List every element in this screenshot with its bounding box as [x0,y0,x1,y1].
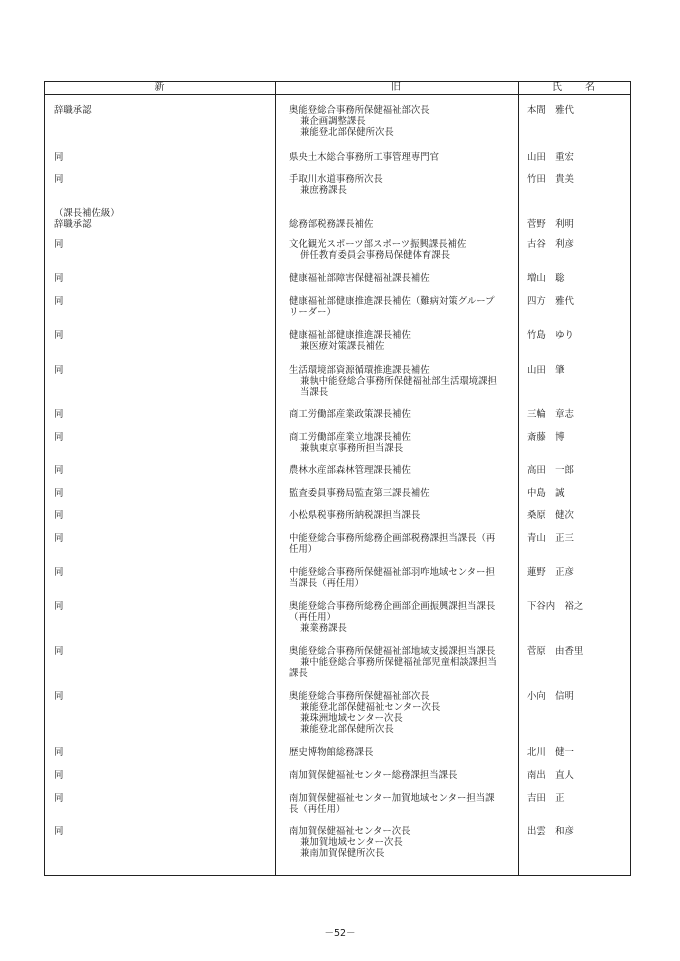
person-name-cell: 本間 雅代 [527,105,574,116]
old-position-line: 健康福祉部健康推進課長補佐（難病対策グループ [289,296,495,307]
person-name-cell: 桑原 健次 [527,510,574,521]
new-status-line: 辞職承認 [54,105,92,116]
person-name-cell: 斎藤 博 [527,432,565,443]
old-position-cell [289,770,519,781]
old-position-cell [289,510,519,521]
old-position-line: 中能登総合事務所総務企画部税務課担当課長（再 [289,533,496,544]
old-position-line: 奥能登総合事務所保健福祉部次長 [289,691,430,702]
new-status-cell [54,152,274,163]
old-position-cell [289,208,519,230]
header-old: 旧 [391,82,402,93]
new-status-cell [54,646,274,657]
person-name-cell: 山田 重宏 [527,152,574,163]
new-status-cell [54,208,274,230]
new-status-cell [54,465,274,476]
old-position-cell [289,646,519,679]
person-name-cell: 高田 一郎 [527,465,574,476]
person-name-cell: 出雲 和彦 [527,826,574,837]
person-name-cell: 南出 直人 [527,770,574,781]
new-status-cell [54,432,274,443]
person-name-cell: 青山 正三 [527,533,574,544]
new-status-cell [54,409,274,420]
header-name: 氏 名 [552,82,596,93]
old-position-line: 総務部税務課長補佐 [289,219,374,230]
person-name-cell: 竹田 貴美 [527,174,574,185]
personnel-table [44,81,631,876]
new-status-cell [54,567,274,578]
new-status-line: 同 [54,465,64,476]
person-name-cell: 下谷内 裕之 [527,601,584,612]
new-status-line: 同 [54,330,64,341]
old-position-line: 兼能登北部保健所次長 [300,127,394,138]
old-position-line: 小松県税事務所納税課担当課長 [289,510,421,521]
new-status-line: 同 [54,174,64,185]
old-position-cell [289,533,519,555]
old-position-line: 兼医療対策課長補佐 [300,341,385,352]
old-position-cell [289,239,519,261]
new-status-cell [54,601,274,612]
new-status-cell [54,826,274,837]
old-position-line: 兼能登北部保健所次長 [300,724,394,735]
new-status-cell [54,691,274,702]
old-position-line: 当課長 [300,387,329,398]
new-status-line: 同 [54,533,64,544]
new-status-cell [54,510,274,521]
new-status-cell [54,365,274,376]
table-header [45,82,630,95]
new-status-cell [54,747,274,758]
person-name-cell: 吉田 正 [527,793,565,804]
new-status-line: 同 [54,601,64,612]
new-status-line: 同 [54,691,64,702]
old-position-cell [289,105,519,138]
old-position-cell [289,174,519,196]
new-status-line: 同 [54,296,64,307]
new-status-line: 同 [54,365,64,376]
old-position-line: 農林水産部森林管理課長補佐 [289,465,411,476]
person-name-cell: 中島 誠 [527,488,565,499]
old-position-line: 奥能登総合事務所保健福祉部地域支援課担当課長 [289,646,496,657]
old-position-cell [289,747,519,758]
person-name-cell: 竹島 ゆり [527,330,574,341]
new-status-cell [54,488,274,499]
old-position-cell [289,826,519,859]
old-position-line: 県央土木総合事務所工事管理専門官 [289,152,440,163]
old-position-cell [289,330,519,352]
person-name-cell: 菅野 利明 [527,219,574,230]
old-position-line: 長（再任用） [289,804,346,815]
person-name-cell: 古谷 利彦 [527,239,574,250]
old-position-cell [289,365,519,398]
person-name-cell: 山田 肇 [527,365,565,376]
old-position-line: 南加賀保健福祉センター総務課担当課長 [289,770,458,781]
person-name-cell: 小向 信明 [527,691,574,702]
old-position-line: 兼執中能登総合事務所保健福祉部生活環境課担 [300,376,497,387]
new-status-line: 辞職承認 [54,219,92,230]
new-status-line: （課長補佐級） [54,208,120,219]
new-status-cell [54,330,274,341]
old-position-cell [289,465,519,476]
old-position-line: 南加賀保健福祉センター次長 [289,826,411,837]
old-position-line: 奥能登総合事務所総務企画部企画振興課担当課長 [289,601,496,612]
old-position-line: 兼能登北部保健福祉センター次長 [300,702,441,713]
old-position-line: 併任教育委員会事務局保健体育課長 [300,250,451,261]
old-position-line: 中能登総合事務所保健福祉部羽咋地域センター担 [289,567,495,578]
old-position-line: 課長 [289,668,308,679]
new-status-line: 同 [54,432,64,443]
old-position-line: 当課長（再任用） [289,578,365,589]
old-position-cell [289,793,519,815]
old-position-line: 兼執東京事務所担当課長 [300,443,404,454]
old-position-line: 任用） [289,544,318,555]
old-position-line: 歴史博物館総務課長 [289,747,374,758]
old-position-cell [289,488,519,499]
old-position-line: 兼中能登総合事務所保健福祉部児童相談課担当 [300,657,497,668]
old-position-line: 商工労働部産業立地課長補佐 [289,432,411,443]
new-status-cell [54,770,274,781]
new-status-line: 同 [54,793,64,804]
new-status-line: 同 [54,567,64,578]
new-status-line: 同 [54,239,64,250]
old-position-line [289,208,519,219]
column-divider [275,82,276,875]
old-position-cell [289,152,519,163]
person-name-cell: 増山 聡 [527,273,565,284]
new-status-cell [54,793,274,804]
person-name-cell: 北川 健一 [527,747,574,758]
old-position-line: 商工労働部産業政策課長補佐 [289,409,411,420]
old-position-line: 手取川水道事務所次長 [289,174,383,185]
new-status-line: 同 [54,770,64,781]
person-name-cell: 菅原 由香里 [527,646,584,657]
new-status-cell [54,174,274,185]
old-position-cell [289,432,519,454]
old-position-line: 南加賀保健福祉センター加賀地域センター担当課 [289,793,495,804]
old-position-cell [289,567,519,589]
old-position-cell [289,409,519,420]
old-position-line: 兼庶務課長 [300,185,347,196]
new-status-cell [54,296,274,307]
old-position-cell [289,296,519,318]
old-position-line: 監査委員事務局監査第三課長補佐 [289,488,430,499]
new-status-line: 同 [54,488,64,499]
old-position-line: リーダー） [289,307,336,318]
old-position-line: 健康福祉部健康推進課長補佐 [289,330,411,341]
old-position-line: 兼業務課長 [300,623,347,634]
old-position-line: 奥能登総合事務所保健福祉部次長 [289,105,430,116]
new-status-line: 同 [54,273,64,284]
old-position-line: 兼加賀地域センター次長 [300,837,403,848]
new-status-line: 同 [54,826,64,837]
old-position-cell [289,273,519,284]
new-status-line: 同 [54,409,64,420]
old-position-line: 兼企画調整課長 [300,116,366,127]
old-position-line: 兼南加賀保健所次長 [300,848,385,859]
new-status-line: 同 [54,646,64,657]
old-position-cell [289,691,519,735]
page-number: －52－ [324,928,356,939]
new-status-cell [54,239,274,250]
old-position-cell [289,601,519,634]
new-status-line: 同 [54,510,64,521]
old-position-line: 兼珠洲地域センター次長 [300,713,403,724]
person-name-cell: 四方 雅代 [527,296,574,307]
new-status-cell [54,105,274,116]
new-status-cell [54,273,274,284]
new-status-line: 同 [54,152,64,163]
old-position-line: （再任用） [289,612,336,623]
person-name-cell: 三輪 章志 [527,409,574,420]
person-name-cell: 蓮野 正彦 [527,567,574,578]
new-status-cell [54,533,274,544]
old-position-line: 健康福祉部障害保健福祉課長補佐 [289,273,430,284]
old-position-line: 文化観光スポーツ部スポーツ振興課長補佐 [289,239,467,250]
old-position-line: 生活環境部資源循環推進課長補佐 [289,365,430,376]
new-status-line: 同 [54,747,64,758]
header-new: 新 [154,82,166,93]
